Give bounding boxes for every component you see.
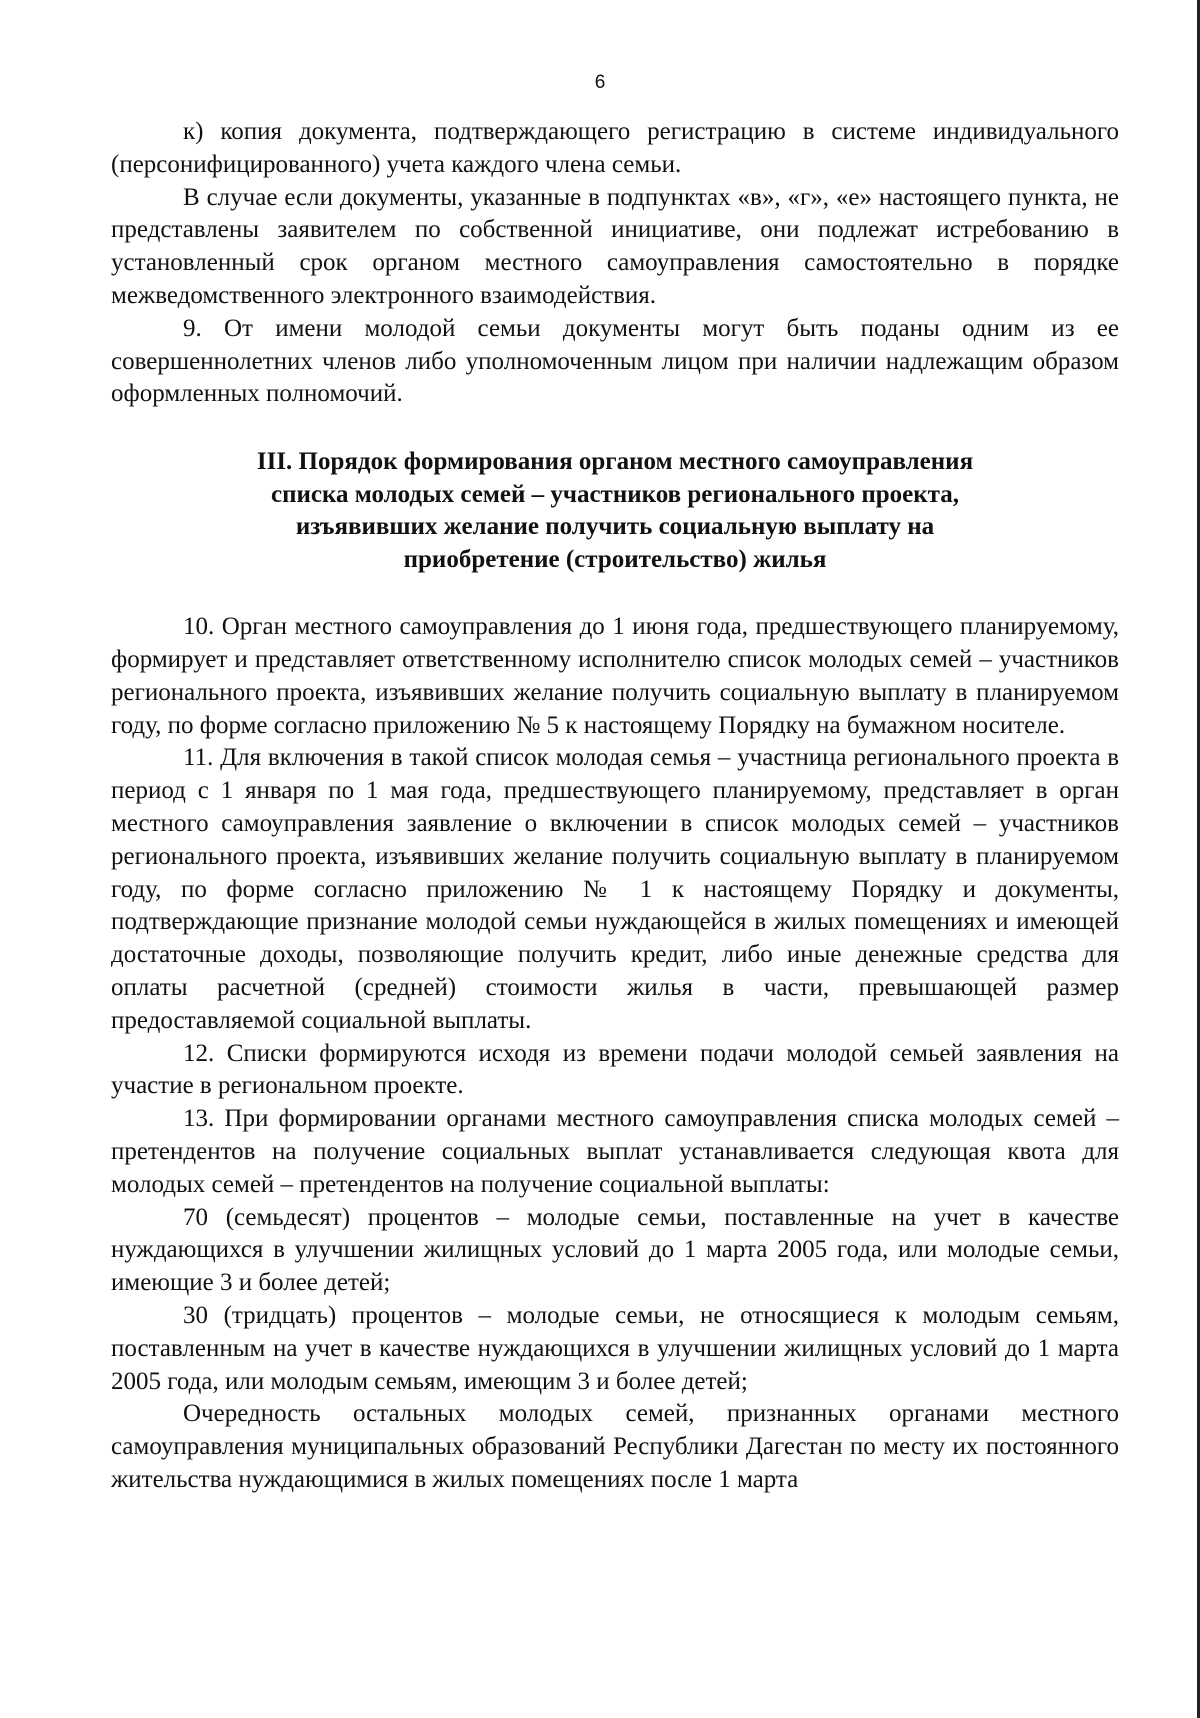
paragraph-8-note: В случае если документы, указанные в подпунктах «в», «г», «е» настоящего пункта, не представлены заявителем по собственной инициативе, они подлежат истребованию в установленный срок органом местного самоуправления самостоятельно в порядке межведомственного электронного взаимодействия. (111, 183, 1119, 309)
paragraph-12: 12. Списки формируются исходя из времени подачи молодой семьей заявления на участие в региональном проекте. (111, 1039, 1119, 1100)
section-heading-line: изъявивших желание получить социальную выплату на (295, 513, 935, 541)
paragraph-quota-30: 30 (тридцать) процентов – молодые семьи, не относящиеся к молодым семьям, поставленным на учет в качестве нуждающихся в улучшении жилищных условий до 1 марта 2005 года, или молодым семьям, имеющим 3 и более детей; (111, 1301, 1119, 1395)
paragraph-10: 10. Орган местного самоуправления до 1 июня года, предшествующего планируемому, формирует и представляет ответственному исполнителю список молодых семей – участников регионального проекта, изъявивших желание получить социальную выплату в планируемом году, по форме согласно приложению № 5 к настоящему Порядку на бумажном носителе. (111, 613, 1119, 739)
paragraph-order: Очередность остальных молодых семей, признанных органами местного самоуправления муниципальных образований Республики Дагестан по месту их постоянного жительства нуждающимися в жилых помещениях после 1 марта (111, 1400, 1119, 1493)
paragraph-8k: к) копия документа, подтверждающего регистрацию в системе индивидуального (персонифицированного) учета каждого члена семьи. (111, 118, 1119, 178)
paragraph-11: 11. Для включения в такой список молодая семья – участница регионального проекта в период с 1 января по 1 мая года, предшествующего планируемому, представляет в орган местного самоуправления заявление о включении в список молодых семей – участников регионального проекта, изъявивших желание получить социальную выплату в планируемом году, по форме согласно приложению № 1 к настоящему Порядку и документы, подтверждающие признание молодой семьи нуждающейся в жилых помещениях и имеющей достаточные доходы, позволяющие получить кредит, либо иные денежные средства для оплаты расчетной (средней) стоимости жилья в части, превышающей размер предоставляемой социальной выплаты. (111, 744, 1119, 1034)
section-heading-line: списка молодых семей – участников регионального проекта, (270, 480, 960, 508)
section-heading-line: приобретение (строительство) жилья (403, 545, 827, 573)
paragraph-quota-70: 70 (семьдесят) процентов – молодые семьи, поставленные на учет в качестве нуждающихся в улучшении жилищных условий до 1 марта 2005 года, или молодые семьи, имеющие 3 и более детей; (111, 1203, 1119, 1297)
section-heading-line: III. Порядок формирования органом местного самоуправления (256, 448, 974, 476)
section-heading (111, 446, 1119, 576)
document-body (111, 116, 1119, 1497)
paragraph-9: 9. От имени молодой семьи документы могут быть поданы одним из ее совершеннолетних членов либо уполномоченным лицом при наличии надлежащим образом оформленных полномочий. (111, 314, 1119, 408)
page-number: 6 (594, 72, 606, 93)
paragraph-13: 13. При формировании органами местного самоуправления списка молодых семей – претендентов на получение социальных выплат устанавливается следующая квота для молодых семей – претендентов на получение социальной выплаты: (111, 1105, 1119, 1198)
